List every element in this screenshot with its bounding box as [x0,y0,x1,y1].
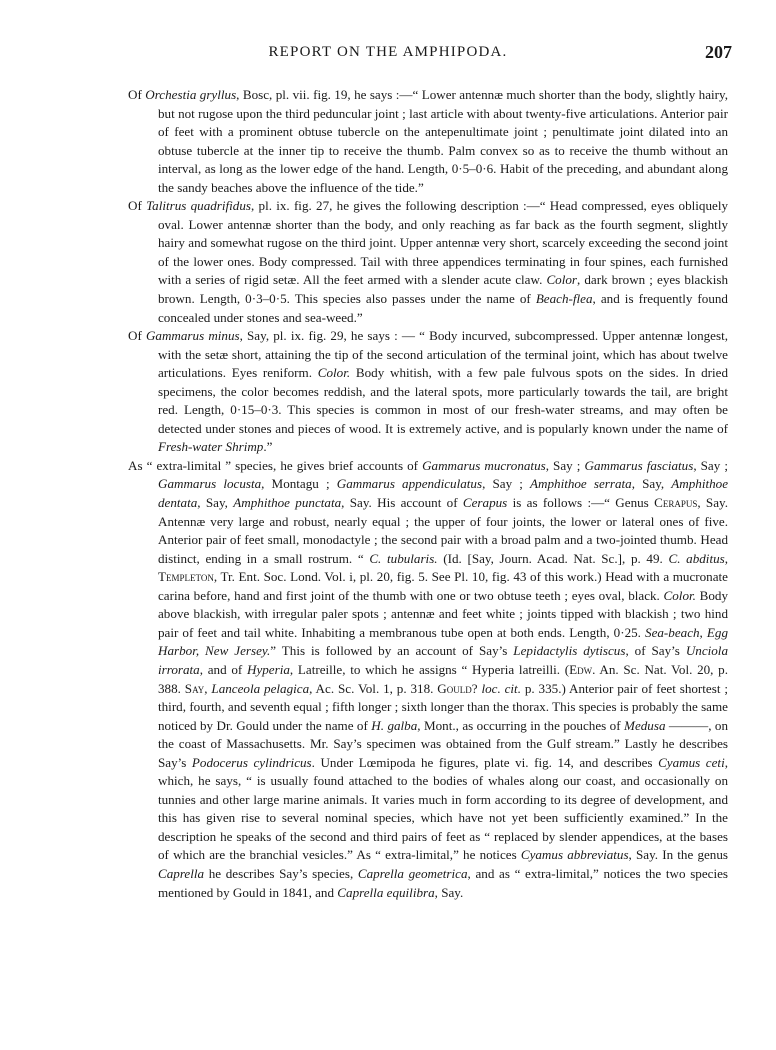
italic-run: loc. cit. [481,680,521,696]
italic-run: Gammarus fasciatus [584,457,694,473]
small-caps-run: Edw [569,661,593,677]
running-head: REPORT ON THE AMPHIPODA. [268,44,508,60]
text-run: , which, he says, “ is usually found attached to the bodies of whales along our coast, and occasionally on tunnies and other large marine animals. It varies much in form according to its degree of development, and this has given rise to several nominal species, which have not yet been sufficiently examined.” In the description he speaks of the second and third pairs of feet as “ replaced by slender appendices, at the bases of which are the branchial vesicles.” As “ extra-limital,” he notices [158,754,728,863]
text-run: , of Say’s [625,643,686,659]
italic-run: Podocerus cylindricus [191,754,312,770]
text-run: , Montagu ; [261,476,337,492]
text-run: p. 335.) Anterior pair of feet shortest ; third, fourth, and seventh equal ; fifth longer ; sixth longer than the thorax. This species is probably the same noticed by Dr. Gould under the name of [158,680,728,733]
text-run: , and is frequently found concealed under stones and sea-weed.” [158,291,728,325]
italic-run: Caprella [158,865,205,881]
paragraph-orchestia-gryllus [128,86,728,197]
small-caps-run: Templeton [158,569,214,585]
italic-run: Gammarus appendiculatus [336,476,483,492]
text-run: , Tr. Ent. Soc. Lond. Vol. i, pl. 20, fig. 5. See Pl. 10, fig. 43 of this work.) Head with a mucronate carina before, hand and first joint of the thumb with one or two obtuse teeth ; eyes oval, black. [158,569,728,603]
italic-run: Medusa [624,717,666,733]
text-run: , Say, pl. ix. fig. 29, he says : — “ Body incurved, subcompressed. Upper antennæ longest, with the setæ short, attaining the tip of the second articulation of the terminal joint, which has about twelve articulations. Eyes reniform. [158,328,729,381]
text-run: , Say ; [482,476,531,492]
italic-run: Lepidactylis dytiscus [513,643,626,659]
text-run: , Say. [434,884,464,900]
italic-run: Cyamus ceti [658,754,725,770]
small-caps-run: Gould [437,680,472,696]
italic-run: Lanceola pelagica [211,680,310,696]
text-run: , Bosc, pl. vii. fig. 19, he says :—“ Lower antennæ much shorter than the body, slightly hairy, but not rugose upon the third peduncular joint ; last article with about twenty-five articulations. Anterior pair of feet with a prominent obtuse tubercle on the antepenultimate joint ; penultimate joint dilated into an obtuse tubercle at the inner tip to receive the thumb. Palm convex so as to receive the thumb without an interval, as long as the lower edge of the hand. Length, 0·5–0·6. Habit of the preceding, and abundant along the sandy beaches above the influence of the tide.” [158,87,728,195]
italic-run: C. abditus [668,550,725,566]
text-run: , Say. In the genus [628,847,728,863]
text-run: , Ac. Sc. Vol. 1, p. 318. [309,680,438,696]
text-run: As “ extra-limital ” species, he gives brief accounts of [128,457,423,473]
text-run: Of [128,198,147,214]
text-run: ” This is followed by an account of Say’s [270,643,514,659]
italic-run: Caprella equilibra [337,884,435,900]
italic-run: Beach-flea [535,291,593,307]
text-run: ? [471,680,482,696]
text-run: , and as “ extra-limital,” notices the two species mentioned by Gould in 1841, and [158,865,729,900]
text-run: , Say. His account of [341,495,463,511]
text-run: ———, on the coast of Massachusetts. Mr. Say’s specimen was obtained from the Gulf stream.” Lastly he describes Say’s [158,717,729,770]
text-run: he describes Say’s species, [204,865,358,881]
paragraph-gammarus-minus [128,327,728,457]
italic-run: Color. [317,365,351,381]
italic-run: Gammarus minus [145,328,240,344]
small-caps-run: Cerapus [654,495,698,511]
text-run: , Mont., as occurring in the pouches of [417,717,625,733]
italic-run: Color. [663,587,696,603]
text-run: , [204,680,212,696]
italic-run: Gammarus locusta [158,476,262,492]
italic-run: Talitrus quadrifidus [146,198,251,214]
italic-run: Amphithoe serrata [530,476,632,492]
italic-run: Unciola irrorata [158,643,728,677]
italic-run: Gammarus mucronatus [422,457,546,473]
italic-run: Cyamus abbreviatus [520,847,629,863]
text-run: Body whitish, with a few pale fulvous spots on the sides. In dried specimens, the color becomes reddish, and the lateral spots, more particularly towards the tail, are bright red. Length, 0·15–0·3. This species is common in most of our fresh-water streams, and may often be detected under stones and pieces of wood. It is extremely active, and is popularly known under the name of [158,365,728,436]
text-run: Body above blackish, with irregular paler spots ; antennæ and feet white ; joints tipped with blackish ; two hind pair of feet and tail white. Inhabiting a membranous tube open at both ends. Length, 0·25. [158,587,728,640]
italic-run: Fresh-water Shrimp [158,439,264,455]
text-run: , Say ; [693,457,729,473]
italic-run: H. galba [371,717,418,733]
small-caps-run: Say [184,680,205,696]
text-run: , and of [199,661,247,677]
text-run: , Say ; [545,457,585,473]
text-run: Of [128,328,146,344]
italic-run: Caprella geometrica [357,865,468,881]
body-text [128,86,728,902]
text-run: (Id. [Say, Journ. Acad. Nat. Sc.], p. 49. [437,550,669,566]
italic-run: Cerapus [462,495,508,511]
page-number: 207 [705,42,732,62]
italic-run: Orchestia gryllus [145,87,237,102]
paragraph-extra-limital-species [128,457,728,902]
text-run: is as follows :—“ Genus [507,495,655,511]
text-run: Of [128,87,146,102]
text-run: , Latreille, to which he assigns “ Hyperia latreilli. ( [289,661,570,677]
italic-run: Color [546,272,578,288]
text-run: , Say, [631,476,672,492]
italic-run: Amphithoe punctata [233,495,342,511]
text-run: .” [263,439,273,455]
page-header [0,44,776,68]
text-run: , [724,550,728,566]
text-run: . An. Sc. Nat. Vol. 20, p. 388. [158,661,728,696]
paragraph-talitrus-quadrifidus [128,197,728,327]
text-run: , Say, [197,495,234,511]
italic-run: Amphithoe dentata [158,476,729,511]
text-run: . Under Lœmipoda he figures, plate vi. fig. 14, and describes [311,754,659,770]
italic-run: Sea-beach, Egg Harbor, New Jersey. [158,624,729,659]
text-run: , dark brown ; eyes blackish brown. Length, 0·3–0·5. This species also passes under the name of [158,272,728,307]
text-run: , Say. Antennæ very large and robust, nearly equal ; the upper of four joints, the lower or lateral ones of five. Anterior pair of feet small, monodactyle ; the second pair with a broad palm and a two-jointed thumb. Head distinct, ending in a small rostrum. “ [158,495,728,566]
italic-run: C. tubularis. [369,550,438,566]
text-run: , pl. ix. fig. 27, he gives the following description :—“ Head compressed, eyes obliquely oval. Lower antennæ shorter than the body, and only reaching as far back as the fourth segment, slightly hairy and somewhat rugose on the third joint. Upper antennæ very short, scarcely exceeding the second joint of the lower ones. Body compressed. Tail with three appendices terminating in four spines, each furnished with a series of rigid setæ. All the feet armed with a slender acute claw. [158,198,729,288]
italic-run: Hyperia [246,661,290,677]
